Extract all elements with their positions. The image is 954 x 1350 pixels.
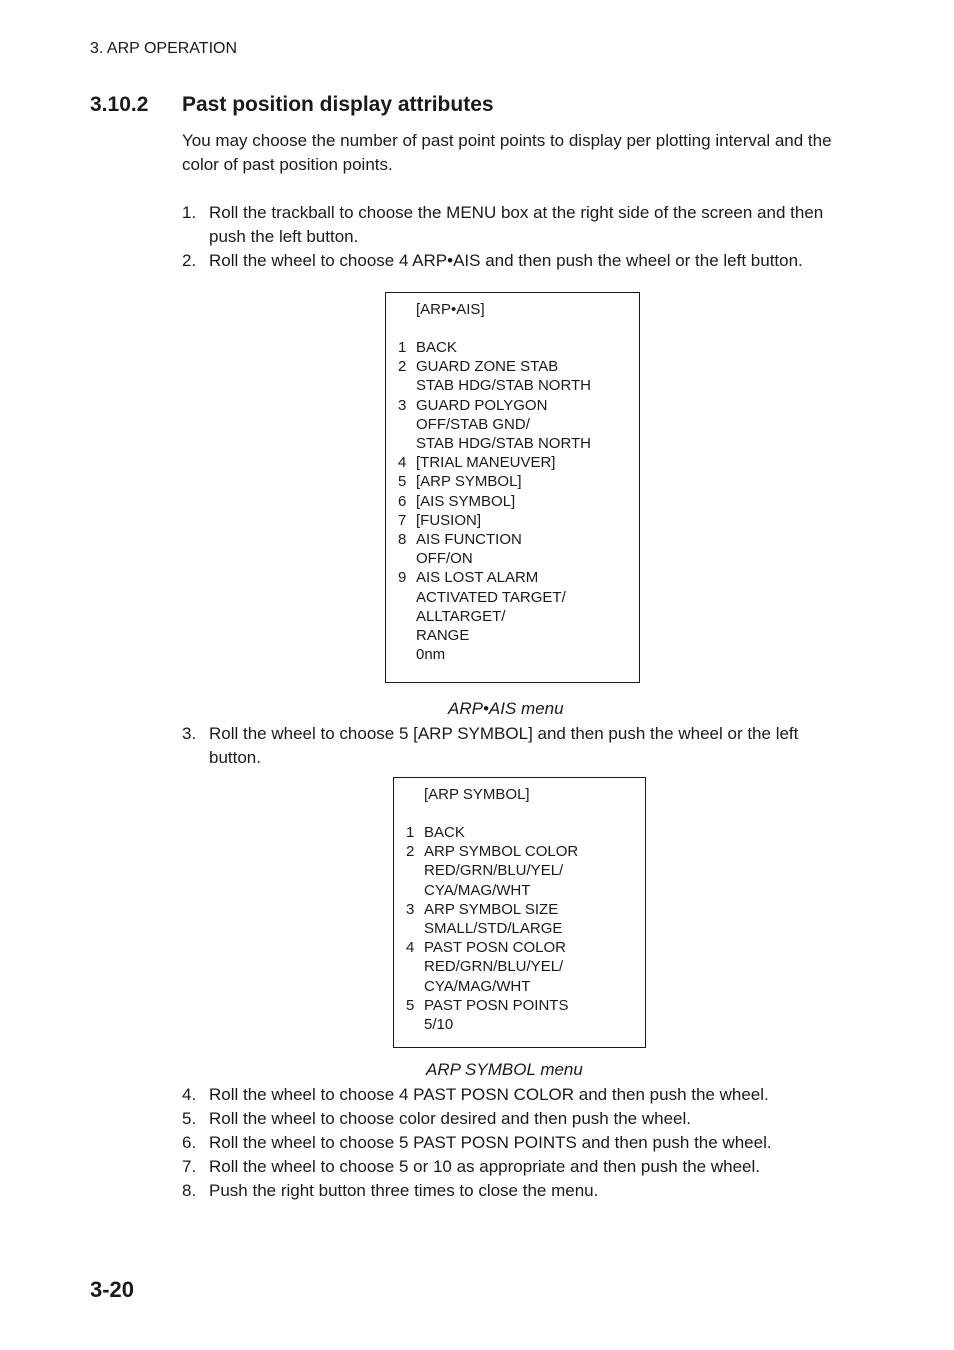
menu-item-list xyxy=(406,823,578,1034)
step-number: 5. xyxy=(182,1109,197,1128)
menu-item-line: PAST POSN COLOR xyxy=(424,939,566,957)
menu-item-line: AIS LOST ALARM xyxy=(416,569,539,587)
menu-item xyxy=(398,472,591,491)
figure-caption: ARP SYMBOL menu xyxy=(426,1060,583,1079)
step-5 xyxy=(182,1107,862,1131)
menu-item-line: STAB HDG/STAB NORTH xyxy=(416,377,592,395)
menu-title: [ARP SYMBOL] xyxy=(424,786,530,803)
menu-item-number: 1 xyxy=(406,824,415,841)
step-2 xyxy=(182,249,842,297)
steps-list xyxy=(182,1083,862,1203)
step-text: Roll the wheel to choose 5 [ARP SYMBOL] and then push the wheel or the left button. xyxy=(209,724,799,767)
menu-item-line: GUARD POLYGON xyxy=(416,396,548,414)
menu-item-line: GUARD ZONE STAB xyxy=(416,358,559,376)
menu-item-line: ARP SYMBOL SIZE xyxy=(424,900,559,918)
step-number: 7. xyxy=(182,1157,197,1176)
arp-ais-menu-box xyxy=(385,292,640,683)
menu-item-line: SMALL/STD/LARGE xyxy=(424,920,563,938)
step-text: Roll the wheel to choose 5 PAST POSN POINTS and then push the wheel. xyxy=(209,1133,772,1152)
menu-item-number: 6 xyxy=(398,492,407,510)
menu-item-line: RED/GRN/BLU/YEL/ xyxy=(424,862,564,880)
section-title: Past position display attributes xyxy=(182,93,494,116)
menu-item-line: OFF/STAB GND/ xyxy=(416,415,530,433)
menu-item-line: STAB HDG/STAB NORTH xyxy=(416,435,592,453)
menu-item-line: ACTIVATED TARGET/ xyxy=(416,588,566,606)
step-4 xyxy=(182,1083,862,1107)
menu-item-number: 1 xyxy=(398,339,407,356)
menu-item-number: 2 xyxy=(398,358,407,376)
menu-item-line: ALLTARGET/ xyxy=(416,607,506,625)
menu-item-line: RED/GRN/BLU/YEL/ xyxy=(424,958,564,976)
step-text: Roll the wheel to choose 4 ARP•AIS and then push the wheel or the left button. xyxy=(209,251,803,270)
menu-item-line: ARP SYMBOL COLOR xyxy=(424,843,579,861)
step-8 xyxy=(182,1179,862,1203)
step-number: 3. xyxy=(182,724,197,743)
page-number: 3-20 xyxy=(90,1277,135,1302)
figure-caption: ARP•AIS menu xyxy=(448,699,564,718)
menu-item-line: BACK xyxy=(424,824,465,841)
menu-item xyxy=(398,530,591,568)
menu-item-number: 8 xyxy=(398,531,407,549)
menu-item xyxy=(406,842,578,900)
step-3 xyxy=(182,722,842,770)
menu-item xyxy=(406,900,578,938)
step-number: 8. xyxy=(182,1181,197,1200)
menu-item-number: 7 xyxy=(398,511,407,529)
menu-item-line: RANGE xyxy=(416,627,470,645)
step-text: Roll the trackball to choose the MENU box at the right side of the screen and then push the left button. xyxy=(209,203,824,246)
menu-item xyxy=(406,996,578,1034)
menu-item-line: 5/10 xyxy=(424,1016,454,1034)
step-text: Roll the wheel to choose 5 or 10 as appropriate and then push the wheel. xyxy=(209,1157,760,1176)
menu-item xyxy=(406,938,578,996)
menu-item-line: [FUSION] xyxy=(416,511,482,529)
menu-item-line: [ARP SYMBOL] xyxy=(416,473,522,491)
intro-paragraph: You may choose the number of past point points to display per plotting interval and the color of past position points. xyxy=(182,131,832,174)
menu-item xyxy=(398,396,591,454)
menu-item-line: PAST POSN POINTS xyxy=(424,996,569,1014)
menu-item xyxy=(398,338,591,357)
step-number: 2. xyxy=(182,251,197,270)
menu-item-number: 4 xyxy=(398,454,407,472)
menu-item xyxy=(398,492,591,511)
section-number: 3.10.2 xyxy=(90,93,149,116)
step-7 xyxy=(182,1155,862,1179)
menu-item-number: 5 xyxy=(398,473,407,491)
menu-title: [ARP•AIS] xyxy=(416,301,485,318)
menu-item-number: 2 xyxy=(406,843,415,861)
menu-item-list xyxy=(398,338,591,664)
menu-item-line: OFF/ON xyxy=(416,550,473,568)
menu-item-number: 3 xyxy=(406,900,415,918)
menu-item-line: [TRIAL MANEUVER] xyxy=(416,454,556,472)
menu-item-line: [AIS SYMBOL] xyxy=(416,492,516,510)
menu-item-line: BACK xyxy=(416,339,457,356)
step-text: Roll the wheel to choose 4 PAST POSN COLOR and then push the wheel. xyxy=(209,1085,769,1104)
step-text: Push the right button three times to close the menu. xyxy=(209,1181,599,1200)
menu-item-number: 9 xyxy=(398,569,407,587)
menu-item-line: CYA/MAG/WHT xyxy=(424,881,531,899)
step-number: 6. xyxy=(182,1133,197,1152)
menu-item-number: 3 xyxy=(398,396,407,414)
menu-item-number: 4 xyxy=(406,939,415,957)
menu-item xyxy=(406,823,578,842)
step-text: Roll the wheel to choose color desired and then push the wheel. xyxy=(209,1109,691,1128)
menu-item-line: 0nm xyxy=(416,646,446,664)
menu-item xyxy=(398,453,591,472)
menu-item-number: 5 xyxy=(406,996,415,1014)
arp-symbol-menu-box xyxy=(393,777,646,1048)
step-number: 1. xyxy=(182,203,197,222)
menu-item xyxy=(398,568,591,664)
step-number: 4. xyxy=(182,1085,197,1104)
menu-item-line: CYA/MAG/WHT xyxy=(424,977,531,995)
step-1 xyxy=(182,201,842,249)
menu-item xyxy=(398,511,591,530)
menu-item-line: AIS FUNCTION xyxy=(416,531,522,549)
menu-item xyxy=(398,357,591,395)
running-header: 3. ARP OPERATION xyxy=(90,40,238,57)
step-6 xyxy=(182,1131,862,1155)
